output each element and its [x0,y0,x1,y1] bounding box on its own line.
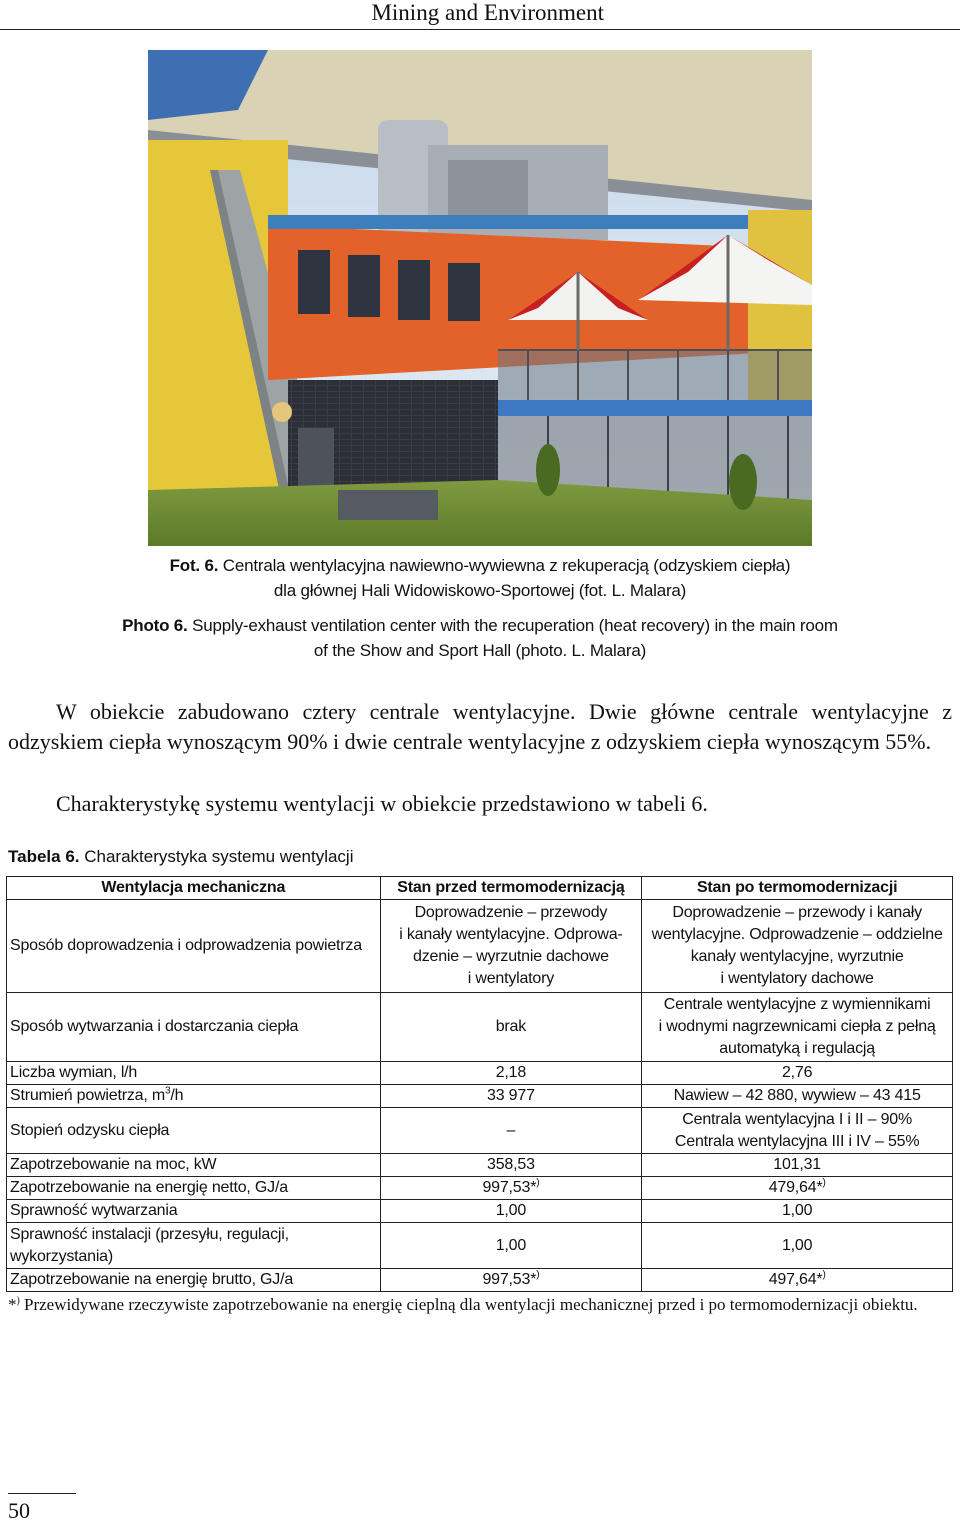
cell-value: 997,53* [482,1271,537,1288]
row-label: Sprawność wytwarzania [7,1200,381,1223]
table-row [7,1085,953,1108]
cell-after [642,993,953,1062]
caption-label-pl: Fot. 6. [169,556,219,575]
journal-title: Mining and Environment [371,0,604,25]
cell-value: 497,64* [768,1271,823,1288]
cell-line: wentylacyjne. Odprowadzenie – oddzielne [651,926,943,943]
row-label: Zapotrzebowanie na moc, kW [7,1154,381,1177]
cell-after: 2,76 [642,1062,953,1085]
column-header: Stan przed termomodernizacją [380,877,642,900]
cell-after: Nawiew – 42 880, wywiew – 43 415 [642,1085,953,1108]
cell-value: 479,64* [768,1179,823,1196]
body-paragraph [8,697,952,757]
footer-rule [8,1493,76,1494]
cell-line: automatyką i regulacją [719,1040,875,1057]
cell-line: Centrala wentylacyjna III i IV – 55% [674,1132,920,1150]
caption-line: dla głównej Hali Widowiskowo-Sportowej (fot. L. Malara) [273,581,687,600]
paragraph-text: W obiekcie zabudowano cztery centrale wentylacyjne. Dwie główne centrale wentylacyjne z odzyskiem ciepła wynoszącym 90% i dwie centrale wentylacyjne z odzyskiem ciepła wynoszącym 55%. [8,699,952,754]
superscript: ) [16,1295,20,1307]
row-label-suffix: /h [170,1087,184,1104]
table-row [7,1177,953,1200]
column-header: Wentylacja mechaniczna [7,877,381,900]
superscript: 3 [164,1085,171,1097]
row-label: Zapotrzebowanie na energię brutto, GJ/a [7,1269,381,1292]
cell-before: 1,00 [380,1200,642,1223]
table-row [7,1223,953,1269]
table-row [7,900,953,993]
photo-caption-en [0,613,960,663]
cell-value: 997,53* [482,1179,537,1196]
cell-after [642,1269,953,1292]
cell-before: brak [380,993,642,1062]
running-header [0,0,960,30]
cell-line: Doprowadzenie – przewody i kanały [672,904,922,921]
row-label: Sposób wytwarzania i dostarczania ciepła [7,993,381,1062]
table-row [7,1062,953,1085]
cell-line: Centrale wentylacyjne z wymiennikami [663,996,931,1013]
paragraph-text: Charakterystykę systemu wentylacji w obiekcie przedstawiono w tabeli 6. [56,791,708,816]
cell-before: 2,18 [380,1062,642,1085]
table-row [7,1200,953,1223]
cell-before: 358,53 [380,1154,642,1177]
table-title [8,845,354,869]
cell-line: i wentylatory dachowe [720,970,874,987]
cell-line: Doprowadzenie – przewody [414,904,608,921]
row-label: Stopień odzysku ciepła [7,1108,381,1154]
row-label: Liczba wymian, l/h [7,1062,381,1085]
photo-caption-pl [0,553,960,603]
cell-before: – [380,1108,642,1154]
cell-before: 33 977 [380,1085,642,1108]
cell-before [380,1177,642,1200]
superscript: ) [536,1177,540,1189]
row-label [7,1085,381,1108]
table-row [7,1269,953,1292]
caption-line: of the Show and Sport Hall (photo. L. Malara) [313,641,647,660]
cell-line: dzenie – wyrzutnie dachowe [413,948,609,965]
superscript: ) [536,1269,540,1281]
row-label-line: Sprawność instalacji (przesyłu, regulacji, [10,1225,289,1243]
cell-after: 1,00 [642,1223,953,1269]
row-label: Sposób doprowadzenia i odprowadzenia powietrza [7,900,381,993]
superscript: ) [822,1269,826,1281]
building-photo [148,50,812,546]
table-caption: Charakterystyka systemu wentylacji [84,847,354,866]
table-label: Tabela 6. [8,847,80,866]
cell-before: 1,00 [380,1223,642,1269]
footnote-star: * [8,1295,17,1314]
column-header: Stan po termomodernizacji [642,877,953,900]
cell-after [642,900,953,993]
ventilation-table [6,876,953,1292]
cell-after [642,1177,953,1200]
row-label: Zapotrzebowanie na energię netto, GJ/a [7,1177,381,1200]
cell-line: kanały wentylacyjne, wyrzutnie [690,948,904,965]
table-header-row [7,877,953,900]
cell-after [642,1108,953,1154]
cell-before [380,900,642,993]
caption-line: Supply-exhaust ventilation center with the recuperation (heat recovery) in the main room [192,616,838,635]
caption-label-en: Photo 6. [122,616,188,635]
cell-after: 101,31 [642,1154,953,1177]
table-row [7,993,953,1062]
footnote-mark [8,1293,20,1317]
footnote-text: Przewidywane rzeczywiste zapotrzebowanie na energię cieplną dla wentylacji mechanicznej przed i po termomodernizacji obiektu. [24,1295,918,1314]
table-row [7,1108,953,1154]
cell-line: Centrala wentylacyjna I i II – 90% [682,1110,913,1128]
row-label-text: Strumień powietrza, m [10,1087,165,1104]
row-label [7,1223,381,1269]
cell-line: i wodnymi nagrzewnicami ciepła z pełną [658,1018,936,1035]
cell-after: 1,00 [642,1200,953,1223]
table-footnote [8,1293,952,1317]
superscript: ) [822,1177,826,1189]
cell-before [380,1269,642,1292]
caption-line: Centrala wentylacyjna nawiewno-wywiewna z rekuperacją (odzyskiem ciepła) [222,556,791,575]
page-number: 50 [8,1498,30,1523]
row-label-line: wykorzystania) [10,1247,114,1265]
cell-line: i wentylatory [467,970,555,987]
table-row [7,1154,953,1177]
cell-line: i kanały wentylacyjne. Odprowa- [399,926,623,943]
body-paragraph [8,789,952,819]
